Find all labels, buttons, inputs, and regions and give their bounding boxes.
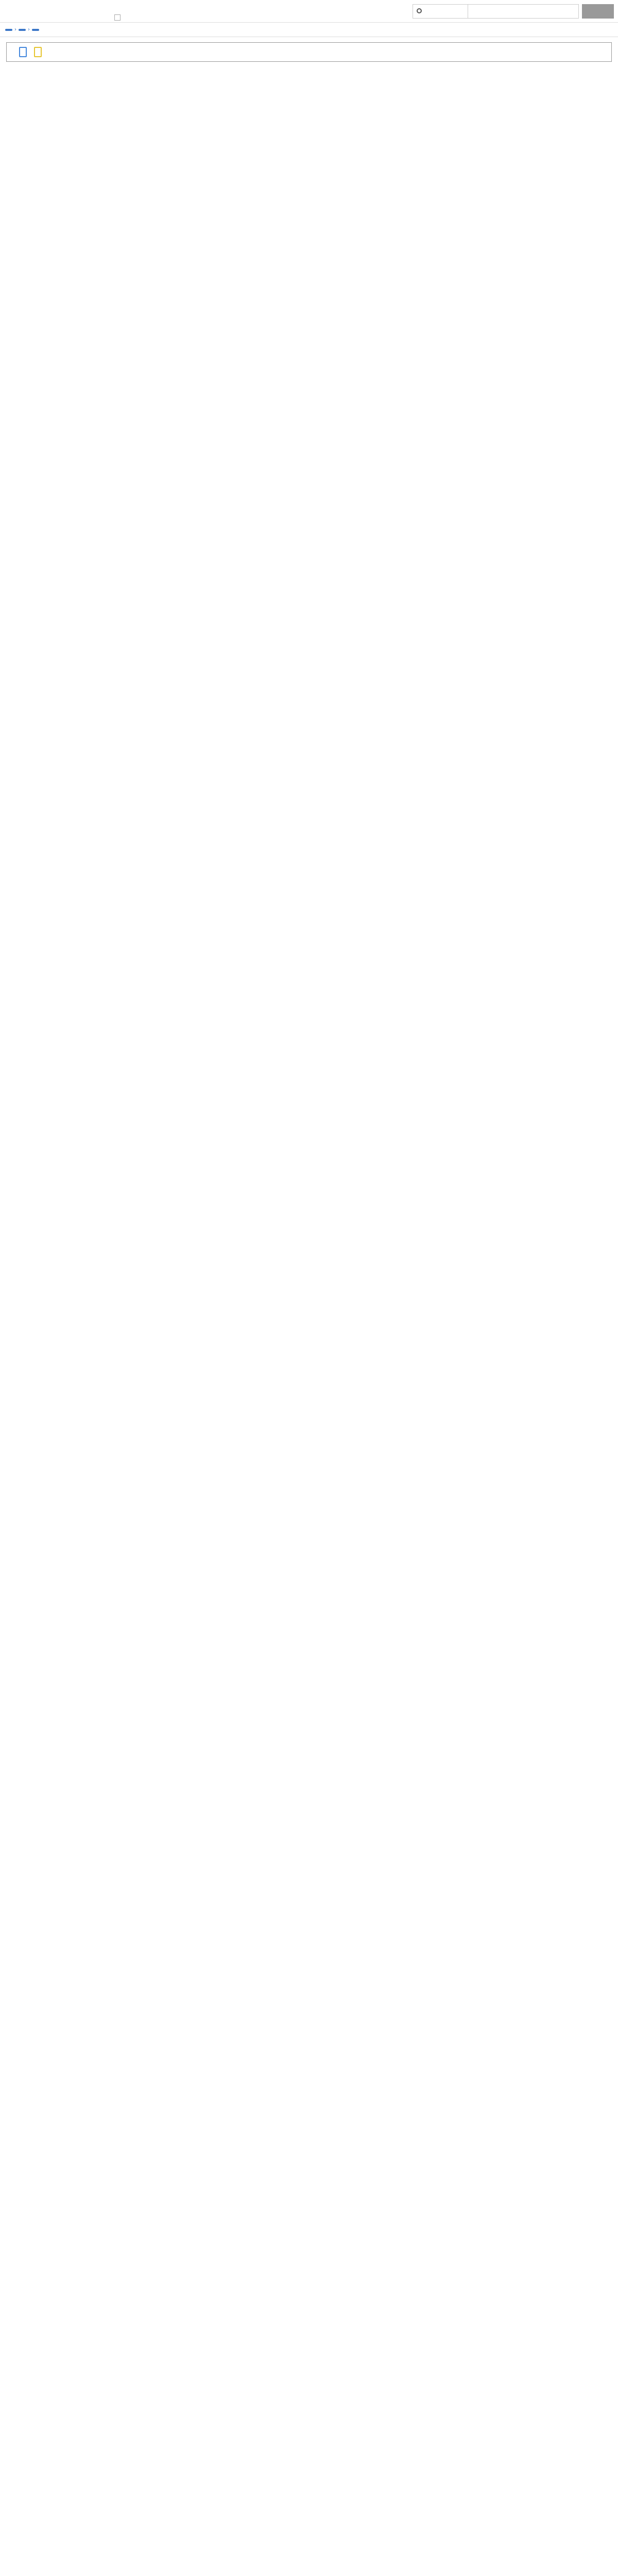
dark-mode-toggle[interactable] [114,14,125,21]
search-scope-select[interactable] [413,4,468,19]
breadcrumb-separator: › [14,27,16,32]
thread-title-box [6,42,612,62]
dark-mode-checkbox[interactable] [114,14,121,21]
breadcrumb-top[interactable] [5,29,12,31]
search-input[interactable] [468,4,579,19]
breadcrumb-separator: › [28,27,30,32]
favorite-icon[interactable] [34,47,42,57]
search-button[interactable] [582,4,614,19]
breadcrumb [0,23,618,37]
search-icon [417,8,422,13]
search-bar [413,4,614,19]
breadcrumb-category[interactable] [19,29,26,31]
breadcrumb-thread[interactable] [32,29,39,31]
site-header [0,0,618,23]
bookmark-icon[interactable] [19,47,27,57]
